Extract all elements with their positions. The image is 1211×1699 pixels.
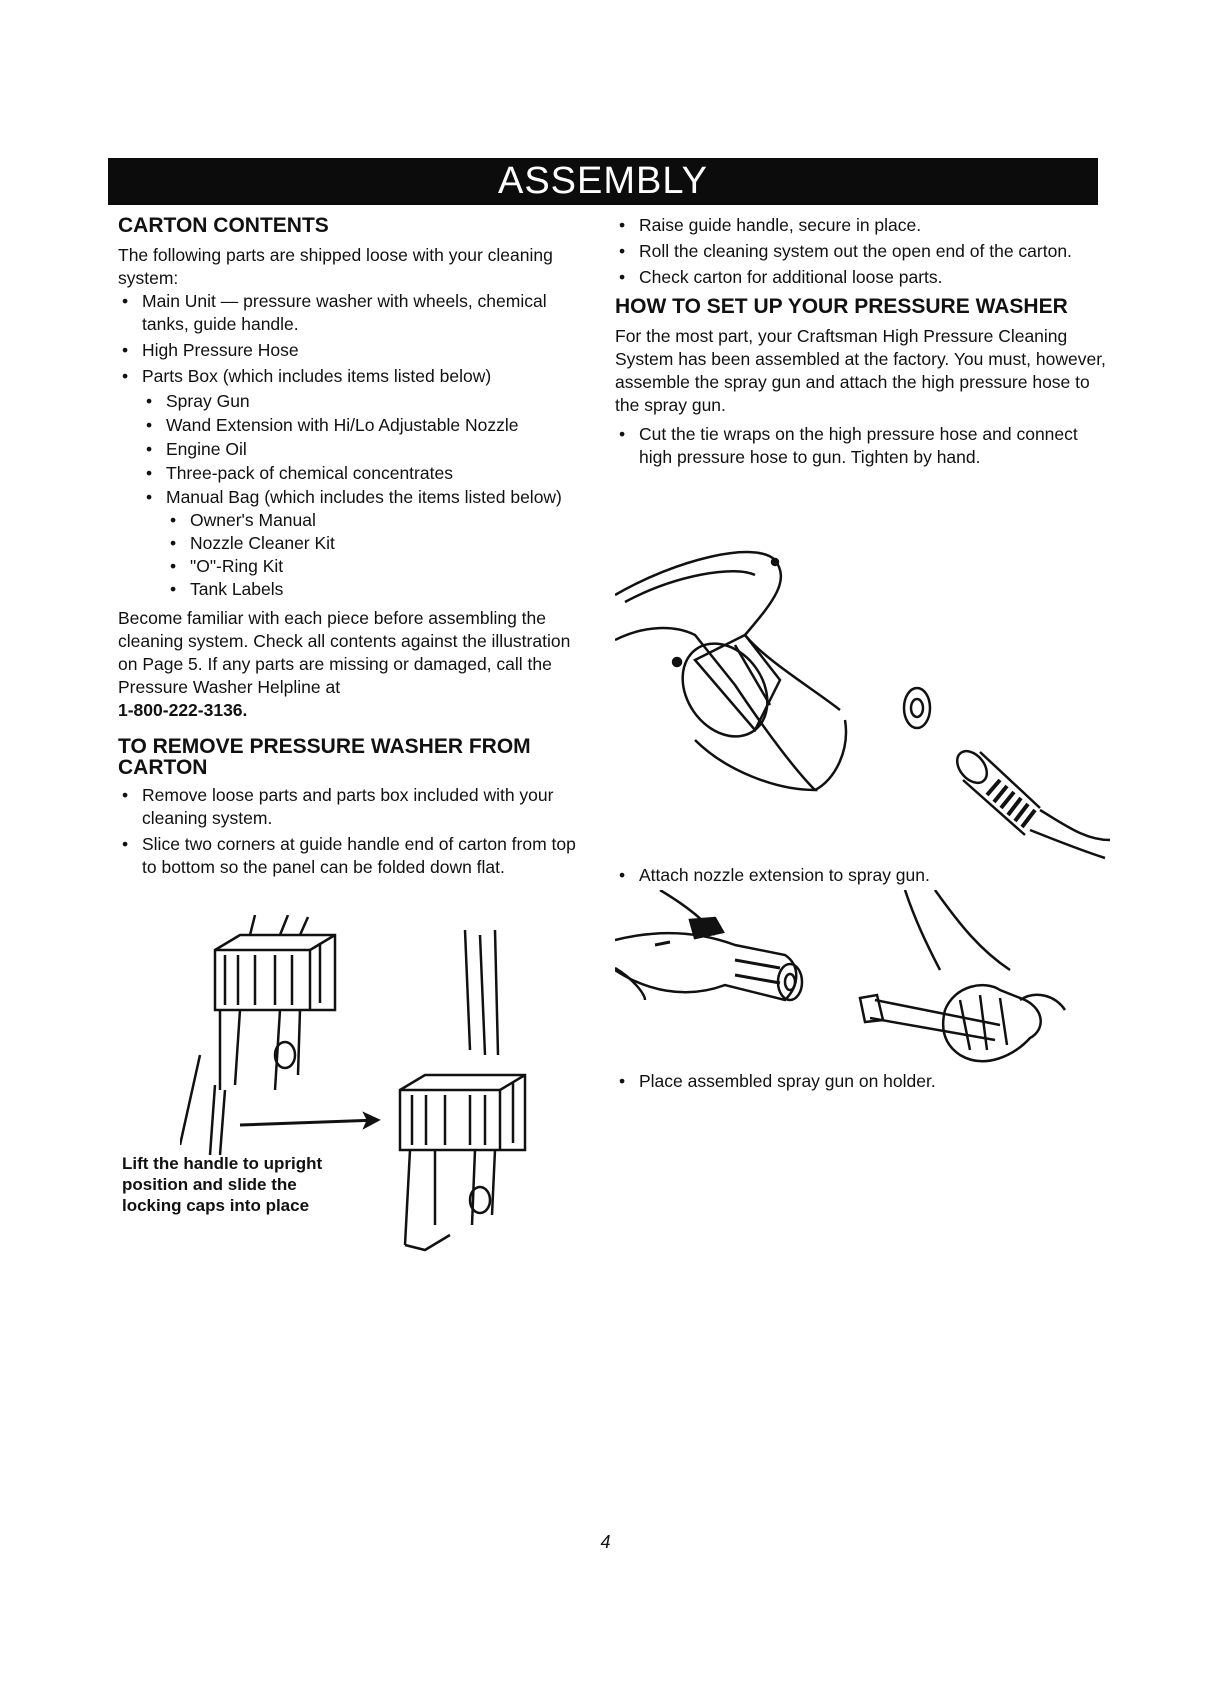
handle-before-drawing <box>180 915 378 1155</box>
right-column <box>615 214 1115 472</box>
spray-gun-hose-illustration <box>615 540 1115 870</box>
list-item: • High Pressure Hose <box>118 339 588 362</box>
list-item: • Slice two corners at guide handle end of carton from top to bottom so the panel can be folded down flat. <box>118 833 588 879</box>
list-item: • "O"-Ring Kit <box>166 555 588 578</box>
list-item-label: Parts Box (which includes items listed below) <box>142 366 492 386</box>
list-item: • Attach nozzle extension to spray gun. <box>615 864 1115 887</box>
parts-box-list <box>142 390 588 601</box>
left-column <box>118 214 588 882</box>
setup-step-2-block <box>615 864 1115 890</box>
list-item: • Place assembled spray gun on holder. <box>615 1070 1115 1093</box>
manual-bag-list <box>166 509 588 601</box>
list-item: • Engine Oil <box>142 438 588 461</box>
handle-caption: Lift the handle to upright position and slide the locking caps into place <box>122 1154 323 1215</box>
familiar-text: Become familiar with each piece before assembling the cleaning system. Check all contents against the illustration on Page 5. If any parts are missing or damaged, call the Pressure Washer Helpline at <box>118 608 571 697</box>
list-item: • Owner's Manual <box>166 509 588 532</box>
list-item <box>118 365 588 601</box>
list-item: • Main Unit — pressure washer with wheels, chemical tanks, guide handle. <box>118 290 588 336</box>
hose-fitting-drawing <box>951 745 1110 858</box>
list-item: • Nozzle Cleaner Kit <box>166 532 588 555</box>
setup-step-3-block <box>615 1070 1115 1096</box>
remove-heading: TO REMOVE PRESSURE WASHER FROM CARTON <box>118 735 531 779</box>
page-number: 4 <box>600 1532 611 1552</box>
list-item: • Three-pack of chemical concentrates <box>142 462 588 485</box>
section-banner: ASSEMBLY <box>108 158 1098 205</box>
list-item: • Spray Gun <box>142 390 588 413</box>
list-item: • Cut the tie wraps on the high pressure hose and connect high pressure hose to gun. Tighten by hand. <box>615 423 1115 469</box>
handle-after-drawing <box>400 930 525 1250</box>
remove-steps-list <box>118 784 588 879</box>
nozzle-extension-illustration <box>615 890 1115 1070</box>
list-item: • Wand Extension with Hi/Lo Adjustable Nozzle <box>142 414 588 437</box>
remove-continued-list <box>615 214 1115 289</box>
setup-step-3-list <box>615 1070 1115 1093</box>
list-item: • Raise guide handle, secure in place. <box>615 214 1115 237</box>
list-item <box>142 486 588 601</box>
carton-items-list <box>118 290 588 601</box>
setup-step-2-list <box>615 864 1115 887</box>
list-item: • Remove loose parts and parts box included with your cleaning system. <box>118 784 588 830</box>
carton-contents-heading: CARTON CONTENTS <box>118 214 329 237</box>
list-item: • Tank Labels <box>166 578 588 601</box>
setup-intro: For the most part, your Craftsman High Pressure Cleaning System has been assembled at the factory. You must, however, assemble the spray gun and attach the high pressure hose to the spray gun. <box>615 326 1106 415</box>
carton-intro: The following parts are shipped loose with your cleaning system: <box>118 245 553 288</box>
list-item-label: Manual Bag (which includes the items listed below) <box>166 487 562 507</box>
helpline-phone: 1-800-222-3136. <box>118 700 248 720</box>
list-item: • Roll the cleaning system out the open end of the carton. <box>615 240 1115 263</box>
setup-step-1-list <box>615 423 1115 469</box>
familiar-paragraph <box>118 607 588 722</box>
list-item: • Check carton for additional loose parts. <box>615 266 1115 289</box>
handle-illustration <box>180 915 600 1275</box>
setup-heading: HOW TO SET UP YOUR PRESSURE WASHER <box>615 295 1068 318</box>
